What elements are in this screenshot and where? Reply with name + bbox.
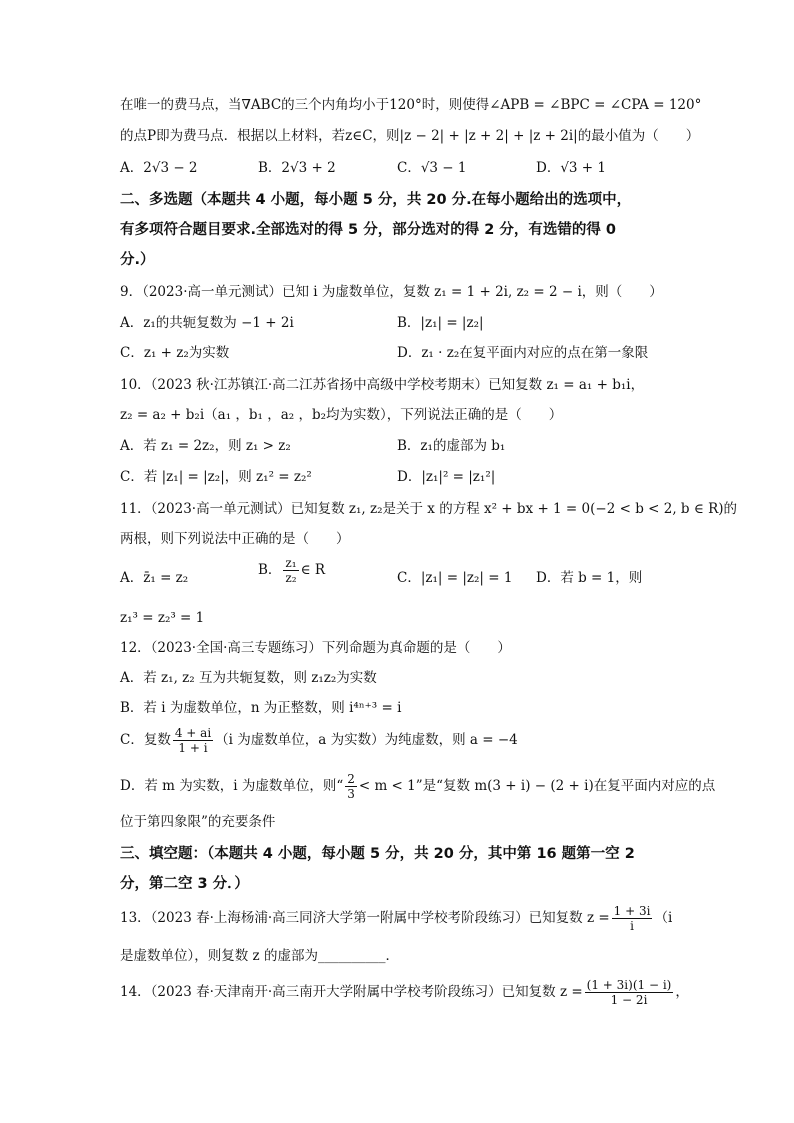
option-continuation: 位于第四象限”的充要条件 (120, 814, 276, 830)
option-text: < m < 1”是“复数 m(3 + i) − (2 + i)在复平面内对应的点 (358, 778, 716, 794)
question-stem: 12．（2023·全国·高三专题练习）下列命题为真命题的是（ ） (120, 640, 511, 656)
fraction-numerator: (1 + 3i)(1 − i) (586, 978, 672, 992)
fraction (173, 726, 213, 755)
option-b (258, 556, 325, 585)
option-c: C．|z₁| = |z₂| = 1 (397, 570, 513, 586)
option-label: C．复数 (120, 732, 171, 748)
option-text: ∈ R (300, 562, 326, 578)
option-a: A．若 z₁, z₂ 互为共轭复数，则 z₁z₂为实数 (120, 670, 377, 686)
question-stem (120, 904, 672, 933)
section-heading: 有多项符合题目要求.全部选对的得 5 分，部分选对的得 2 分，有选错的得 0 (120, 222, 617, 238)
fraction-denominator: 1 + i (178, 741, 208, 755)
option-d (120, 772, 715, 801)
question-stem: 10．（2023 秋·江苏镇江·高二江苏省扬中高级中学校考期末）已知复数 z₁ = a₁ + b₁i， (120, 377, 645, 393)
option-d: D．√3 + 1 (536, 160, 606, 176)
fraction-denominator: 3 (347, 787, 355, 801)
text-line: 的点P即为费马点．根据以上材料，若z∈C，则|z − 2| + |z + 2| + |z + 2i|的最小值为（ ） (120, 128, 700, 144)
option-a: A．2√3 − 2 (120, 160, 198, 176)
text-line: 在唯一的费马点，当∇ABC的三个内角均小于120°时，则使得∠APB = ∠BPC = ∠CPA = 120° (120, 97, 702, 113)
fraction (585, 978, 674, 1007)
fraction-numerator: z₁ (285, 556, 297, 570)
option-b: B．|z₁| = |z₂| (397, 315, 484, 331)
section-heading: 分，第二空 3 分．） (120, 876, 249, 892)
option-c: C．若 |z₁| = |z₂|，则 z₁² = z₂² (120, 469, 312, 485)
option-continuation: z₁³ = z₂³ = 1 (120, 610, 205, 626)
fraction (612, 904, 653, 933)
question-stem: 11．（2023·高一单元测试）已知复数 z₁, z₂是关于 x 的方程 x² + bx + 1 = 0(−2 < b < 2, b ∈ R)的 (120, 501, 738, 517)
option-b: B．z₁的虚部为 b₁ (397, 438, 506, 454)
option-label: D．若 m 为实数，i 为虚数单位，则“ (120, 778, 344, 794)
option-b: B．2√3 + 2 (258, 160, 336, 176)
section-heading: 二、多选题（本题共 4 小题，每小题 5 分，共 20 分.在每小题给出的选项中， (120, 192, 632, 208)
option-c (120, 726, 518, 755)
stem-text: 14．（2023 春·天津南开·高三南开大学附属中学校考阶段练习）已知复数 z = (120, 984, 583, 1000)
option-a: A．若 z₁ = 2z₂，则 z₁ > z₂ (120, 438, 291, 454)
option-d: D．若 b = 1，则 (536, 570, 643, 586)
section-heading: 三、填空题：（本题共 4 小题，每小题 5 分，共 20 分，其中第 16 题第一空 2 (120, 846, 635, 862)
fraction-numerator: 2 (347, 772, 355, 786)
fraction-denominator: i (630, 919, 634, 933)
question-stem: z₂ = a₂ + b₂i（a₁ ，b₁ ，a₂ ，b₂均为实数），下列说法正确的是（ ） (120, 407, 563, 423)
option-text: （i 为虚数单位，a 为实数）为纯虚数，则 a = −4 (215, 732, 518, 748)
stem-text: ， (675, 984, 689, 1000)
fraction-numerator: 4 + ai (174, 726, 212, 740)
fraction-numerator: 1 + 3i (613, 904, 651, 918)
option-c: C．z₁ + z₂为实数 (120, 345, 230, 361)
fraction (345, 772, 357, 801)
question-stem: 9．（2023·高一单元测试）已知 i 为虚数单位，复数 z₁ = 1 + 2i, z₂ = 2 − i，则（ ） (120, 284, 663, 300)
stem-text: （i (654, 910, 673, 926)
option-d: D．|z₁|² = |z₁²| (397, 469, 496, 485)
option-c: C．√3 − 1 (397, 160, 467, 176)
section-heading: 分.） (120, 252, 155, 268)
fraction (283, 556, 298, 585)
option-a: A．z̄₁ = z₂ (120, 570, 189, 586)
option-d: D．z₁ · z₂在复平面内对应的点在第一象限 (397, 345, 649, 361)
option-label: B． (258, 562, 282, 578)
option-a: A．z₁的共轭复数为 −1 + 2i (120, 315, 294, 331)
question-stem: 两根，则下列说法中正确的是（ ） (120, 531, 350, 547)
fraction-denominator: 1 − 2i (610, 993, 648, 1007)
stem-text: 13．（2023 春·上海杨浦·高三同济大学第一附属中学校考阶段练习）已知复数 z = (120, 910, 610, 926)
question-stem (120, 978, 689, 1007)
option-b: B．若 i 为虚数单位，n 为正整数，则 i⁴ⁿ⁺³ = i (120, 700, 402, 716)
question-stem: 是虚数单位），则复数 z 的虚部为__________． (120, 948, 399, 964)
fraction-denominator: z₂ (285, 571, 297, 585)
